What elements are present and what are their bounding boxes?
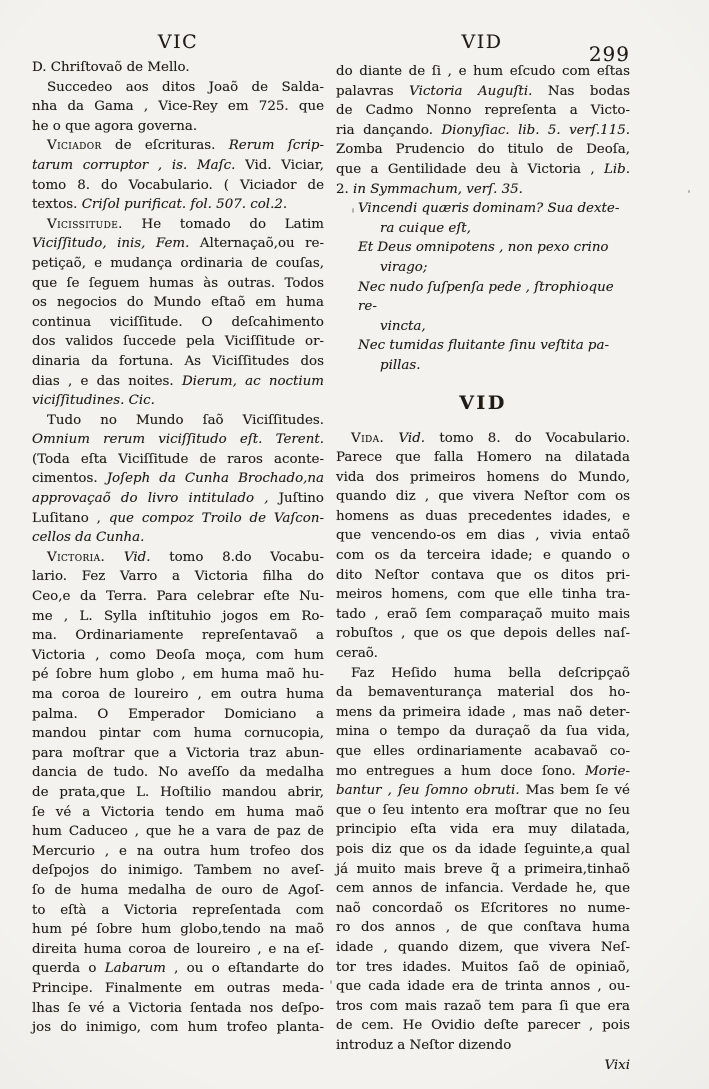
text-segment: da bemaventurança material dos ho-	[336, 685, 630, 701]
text-segment	[105, 550, 124, 565]
text-segment: petiçaõ, e mudança ordinaria de couſas,	[32, 255, 324, 271]
text-line	[32, 901, 324, 921]
text-segment: introduz a Neſtor dizendo	[336, 1037, 512, 1053]
text-segment: Victoria.	[47, 549, 106, 565]
text-segment: Rerum ſcrip-	[228, 138, 324, 154]
text-line	[336, 958, 630, 978]
text-segment: Faz Heſido huma bella deſcripçaõ	[351, 665, 630, 681]
text-segment: me , L. Sylla inſtituhio jogos em Ro-	[32, 608, 324, 624]
text-line	[32, 176, 324, 196]
text-segment: mina o tempo da duraçaõ da ſua vida,	[336, 724, 630, 740]
text-line	[336, 1016, 630, 1036]
text-segment: nha da Gama , Vice-Rey em 725. que	[32, 99, 324, 115]
text-segment: meiros homens, com que elle tinha tra-	[336, 587, 630, 603]
text-segment: que elles ordinariamente acabavaõ co-	[336, 744, 630, 759]
text-line	[336, 840, 630, 860]
text-line	[336, 938, 630, 958]
text-segment: ma coroa de loureiro , em outra huma	[32, 687, 324, 702]
text-segment: bantur , ſeu ſomno obruti.	[336, 783, 520, 799]
text-segment: viciſſitudines. Cic.	[32, 393, 155, 409]
text-segment: palma. O Emperador Domiciano a	[32, 706, 324, 722]
text-line	[32, 469, 324, 489]
text-line	[336, 899, 630, 919]
text-segment: dos validos ſuccede pela Viciſſitude or-	[32, 334, 324, 350]
text-line	[336, 781, 630, 801]
text-segment: Victoria Auguſti.	[409, 83, 533, 99]
text-line	[336, 356, 630, 376]
page-number: 299	[588, 42, 630, 66]
text-segment: Succedeo aos ditos Joaõ de Salda-	[47, 79, 324, 95]
text-line	[32, 646, 324, 666]
text-segment: hum Caduceo , que he a vara de paz de	[32, 824, 324, 840]
text-line	[336, 199, 630, 219]
text-line	[336, 101, 630, 121]
text-segment: que a Gentilidade deu à Victoria ,	[336, 161, 604, 177]
text-line	[32, 959, 324, 979]
text-line	[32, 450, 324, 470]
text-segment: (Toda eſta Viciſſitude de raros aconte-	[32, 451, 324, 467]
text-line	[32, 999, 324, 1019]
text-segment: Juſtino	[268, 491, 324, 507]
text-line	[336, 258, 630, 278]
text-segment: dias , e das noites.	[32, 373, 182, 389]
text-line	[32, 293, 324, 313]
text-line	[32, 411, 324, 431]
text-line	[32, 352, 324, 372]
text-line	[336, 526, 630, 546]
text-line	[32, 626, 324, 646]
text-segment: naõ concordaõ os Eſcritores no nume-	[336, 900, 630, 916]
text-column-left	[32, 58, 324, 1038]
text-line	[32, 234, 324, 254]
text-line	[32, 763, 324, 783]
text-segment: D. Chriſtovaõ de Mello.	[32, 60, 190, 75]
text-segment: ſe vé a Victoria tendo em huma maõ	[32, 804, 324, 820]
text-line	[336, 487, 630, 507]
text-line	[32, 607, 324, 627]
text-line	[336, 566, 630, 586]
text-line	[336, 121, 630, 141]
text-segment: pé ſobre hum globo , em huma maõ hu-	[32, 667, 324, 683]
text-segment: Morie-	[585, 763, 630, 779]
text-segment: de cem. He Ovidio deſte parecer , pois	[336, 1018, 630, 1034]
text-line	[336, 762, 630, 782]
text-segment: do diante de ſi , e hum eſcudo com eſtas	[336, 64, 630, 79]
text-line	[336, 160, 630, 180]
text-segment: Vid. Viciar,	[245, 157, 324, 173]
text-segment: Tudo no Mundo ſaõ Viciſſitudes.	[47, 412, 324, 428]
text-segment: tomo 8. do Vocabulario. ( Viciador de	[32, 177, 324, 193]
text-segment: ra cuique eſt,	[380, 220, 471, 236]
text-line	[336, 801, 630, 821]
text-line	[336, 219, 630, 239]
text-line	[336, 1036, 630, 1056]
text-line	[32, 842, 324, 862]
text-line	[32, 509, 324, 529]
text-line	[32, 78, 324, 98]
text-segment: ſo de huma medalha de ouro de Agoſ-	[32, 882, 324, 898]
text-line	[32, 705, 324, 725]
text-line	[336, 977, 630, 997]
text-line	[32, 822, 324, 842]
text-line	[336, 180, 630, 200]
text-segment: quando diz , que vivera Neſtor com os	[336, 489, 630, 505]
text-line	[336, 140, 630, 160]
text-line	[32, 881, 324, 901]
text-line	[336, 664, 630, 684]
text-segment: Lib.	[603, 161, 630, 177]
text-segment: de Cadmo Nonno repreſenta a Victo-	[336, 103, 630, 119]
text-segment: Principe. Finalmente em outras meda-	[32, 980, 324, 996]
text-segment: Mercurio , e na outra hum trofeo dos	[32, 843, 324, 859]
text-segment: in Symmachum, verſ. 35.	[353, 181, 523, 197]
text-line	[32, 548, 324, 568]
text-segment: pillas.	[380, 357, 421, 373]
text-segment: Nec tumidas fluitante ſinu veſtita pa-	[358, 338, 610, 354]
text-segment: ceraõ.	[336, 646, 378, 662]
text-line	[336, 278, 630, 317]
text-line	[336, 1056, 630, 1076]
text-line	[32, 58, 324, 78]
text-segment: Parece que falla Homero na dilatada	[336, 450, 630, 466]
text-segment: principio eſta vida era muy dilatada,	[336, 822, 630, 838]
text-segment: 2.	[336, 181, 354, 197]
text-segment: Ceo,e da Terra. Para celebrar eſte Nu-	[32, 589, 324, 605]
text-segment: dito Neſtor contava que os ditos pri-	[336, 567, 630, 583]
text-line	[32, 332, 324, 352]
text-line	[336, 605, 630, 625]
text-line	[336, 546, 630, 566]
scan-speck	[688, 190, 690, 193]
text-segment: de prata,que L. Hoſtilio mandou abrir,	[32, 784, 324, 800]
text-line	[336, 585, 630, 605]
text-line	[32, 665, 324, 685]
text-segment: Zomba Prudencio do titulo de Deoſa,	[336, 142, 630, 158]
text-segment: ma. Ordinariamente repreſentavaõ a	[32, 628, 324, 644]
text-line	[32, 372, 324, 392]
text-line	[336, 448, 630, 468]
text-segment: Vid.	[398, 430, 426, 446]
text-line	[32, 940, 324, 960]
text-segment: dancia de tudo. No aveſſo da medalha	[32, 765, 324, 781]
text-line	[32, 117, 324, 137]
text-segment: Dierum, ac noctium	[181, 373, 324, 389]
running-head-right: VID	[461, 31, 503, 53]
section-heading	[336, 392, 630, 414]
text-segment: hum pé ſobre hum globo,tendo na maõ	[32, 922, 324, 938]
text-segment: que cada idade era de trinta annos , ou-	[336, 979, 630, 995]
text-segment: mens da primeira idade , mas naõ deter-	[336, 704, 630, 720]
text-segment: approvaçaõ do livro intitulado ,	[32, 491, 269, 507]
text-segment: cellos da Cunha.	[32, 530, 145, 546]
text-segment: vida dos primeiros homens do Mundo,	[336, 469, 630, 485]
text-segment: Viciador	[47, 138, 102, 154]
text-line	[336, 429, 630, 449]
text-line	[336, 238, 630, 258]
text-segment: palavras	[336, 83, 410, 99]
text-line	[32, 587, 324, 607]
text-segment: Et Deus omnipotens , non pexo crino	[358, 240, 609, 256]
text-segment: mo entregues a hum doce ſono.	[336, 763, 586, 779]
text-line	[336, 879, 630, 899]
text-line	[32, 685, 324, 705]
text-line	[32, 274, 324, 294]
running-head-left: VIC	[157, 31, 199, 53]
text-segment: Mas bem ſe vé	[519, 783, 630, 799]
text-segment: cem annos de infancia. Verdade he, que	[336, 881, 630, 897]
text-segment: dinaria da fortuna. As Viciſſitudes dos	[32, 353, 324, 369]
text-line	[336, 860, 630, 880]
text-line	[32, 1018, 324, 1038]
text-segment: Viciſſitudo, inis, Fem.	[32, 236, 190, 252]
text-segment: He tomado do Latim	[122, 216, 324, 232]
text-segment: virago;	[380, 259, 428, 275]
text-segment: para moſtrar que a Victoria traz abun-	[32, 745, 324, 761]
text-segment: jos do inimigo, com hum trofeo planta-	[32, 1020, 324, 1036]
text-segment: cimentos.	[32, 471, 107, 487]
text-segment: tado , eraõ ſem comparaçaõ muito mais	[336, 606, 630, 622]
scan-speck	[330, 980, 332, 984]
text-segment: que ſe ſeguem humas às outras. Todos	[32, 275, 324, 291]
text-line	[336, 82, 630, 102]
text-segment: VID	[459, 391, 507, 414]
text-line	[32, 254, 324, 274]
text-segment: Labarum	[104, 961, 166, 977]
scan-speck	[352, 208, 354, 213]
text-segment: he o que agora governa.	[32, 118, 198, 134]
text-segment: to eſtà a Victoria repreſentada com	[32, 902, 324, 918]
text-line	[32, 920, 324, 940]
text-segment: Omnium rerum viciſſitudo eſt. Terent.	[32, 432, 324, 448]
text-line	[336, 62, 630, 82]
text-segment: Nas bodas	[532, 83, 630, 99]
text-segment: homens as duas precedentes idades, e	[336, 508, 630, 524]
text-segment: Vicissitude.	[47, 216, 123, 232]
text-segment: Nec nudo ſuſpenſa pede , ſtrophioque re-	[358, 279, 614, 315]
text-line	[336, 507, 630, 527]
text-line	[336, 997, 630, 1017]
text-segment: que compoz Troilo de Vaſcon-	[108, 510, 325, 526]
text-line	[32, 528, 324, 548]
text-line	[336, 703, 630, 723]
text-line	[336, 820, 630, 840]
text-column-right	[336, 62, 630, 1075]
text-segment: tomo 8.do Vocabu-	[150, 549, 324, 565]
text-segment: continua viciſſitude. O deſcahimento	[32, 314, 324, 330]
text-segment: vincta,	[380, 318, 426, 334]
text-segment: robuſtos , que os que depois delles naſ-	[336, 626, 630, 642]
text-segment: lario. Fez Varro a Victoria filha do	[32, 569, 324, 585]
text-segment: textos.	[32, 197, 82, 213]
text-segment: Joſeph da Cunha Brochado,na	[106, 471, 325, 487]
text-segment: idade , quando dizem, que vivera Neſ-	[336, 939, 630, 955]
text-line	[32, 979, 324, 999]
text-segment: tor tres idades. Muitos ſaõ de opiniaõ,	[336, 959, 630, 975]
text-segment: Vixi	[604, 1057, 630, 1073]
text-line	[336, 918, 630, 938]
text-line	[336, 683, 630, 703]
text-line	[32, 313, 324, 333]
text-line	[32, 744, 324, 764]
text-line	[32, 803, 324, 823]
text-line	[336, 317, 630, 337]
text-segment: os negocios do Mundo eſtaõ em huma	[32, 295, 324, 311]
text-line	[32, 195, 324, 215]
text-line	[32, 215, 324, 235]
text-line	[336, 624, 630, 644]
text-line	[32, 567, 324, 587]
text-line	[32, 489, 324, 509]
text-segment: Dionyſiac. lib. 5. verſ.115.	[441, 122, 631, 138]
text-segment: Vida.	[351, 430, 385, 446]
text-segment: Luſitano ,	[32, 510, 109, 526]
text-line	[32, 724, 324, 744]
text-segment: Vid.	[123, 549, 151, 565]
text-line	[32, 156, 324, 176]
text-segment: ria dançando.	[336, 122, 442, 138]
text-line	[336, 644, 630, 664]
text-segment: mandou pintar com huma cornucopia,	[32, 726, 324, 742]
text-line	[32, 136, 324, 156]
text-line	[336, 722, 630, 742]
text-segment: Victoria , como Deoſa moça, com hum	[32, 647, 324, 663]
text-segment: com os da terceira idade; e quando o	[336, 548, 630, 564]
text-line	[32, 391, 324, 411]
text-segment	[384, 431, 398, 446]
text-segment: já muito mais breve q̃ a primeira,tinhaõ	[336, 861, 630, 877]
text-segment: que vencendo-os em dias , vivia entaõ	[336, 528, 630, 544]
text-segment: , ou o eſtandarte do	[165, 961, 324, 977]
text-segment: Alternaçaõ,ou re-	[189, 236, 325, 252]
text-line	[32, 861, 324, 881]
text-segment: pois diz que os da idade ſeguinte,a qual	[336, 841, 630, 857]
text-line	[336, 468, 630, 488]
text-line	[32, 783, 324, 803]
text-segment: tarum corruptor , is. Maſc.	[32, 157, 246, 173]
text-segment: que o ſeu intento era moſtrar que no ſeu	[336, 802, 630, 818]
text-segment: tros com mais razaõ tem para ſi que era	[336, 998, 630, 1014]
text-line	[336, 336, 630, 356]
text-segment: deſpojos do inimigo. Tambem no aveſ-	[32, 863, 324, 879]
text-segment: Vincendi quæris dominam? Sua dexte-	[358, 201, 620, 217]
text-line	[32, 430, 324, 450]
text-segment: direita huma coroa de loureiro , e na eſ-	[32, 941, 324, 957]
text-segment: lhas ſe vé a Victoria ſentada nos deſpo-	[32, 1000, 324, 1016]
text-segment: Criſol purificat. fol. 507. col.2.	[81, 197, 288, 213]
text-line	[32, 97, 324, 117]
text-segment: ro dos annos , de que conſtava huma	[336, 920, 630, 936]
text-segment: de eſcrituras.	[101, 138, 229, 154]
text-segment: tomo 8. do Vocabulario.	[425, 430, 630, 446]
text-segment: querda o	[32, 961, 105, 977]
text-line	[336, 742, 630, 762]
